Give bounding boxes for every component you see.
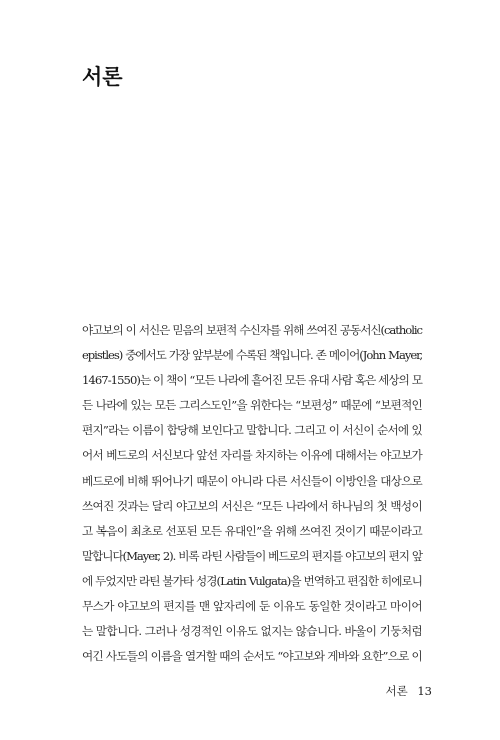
text-line: 든 나라에 있는 모든 그리스도인”을 위한다는 “보편성” 때문에 “보편적인 <box>82 398 422 413</box>
text-line: 여긴 사도들의 이름을 열거할 때의 순서도 “야고보와 게바와 요한”으로 이 <box>82 649 422 664</box>
text-line: 에 두었지만 라틴 불가타 성경(Latin Vulgata)을 번역하고 편집한 히에로니 <box>82 573 422 588</box>
page-number: 13 <box>417 684 432 698</box>
text-line: 베드로에 비해 뛰어나기 때문이 아니라 다른 서신들이 이방인을 대상으로 <box>82 473 422 488</box>
text-line: epistles) 중에서도 가장 앞부분에 수록된 책입니다. 존 메이어(John Mayer, <box>82 348 422 363</box>
text-line: 는 말합니다. 그러나 성경적인 이유도 없지는 않습니다. 바울이 기둥처럼 <box>82 624 423 639</box>
body-paragraph <box>82 318 422 669</box>
text-line: 1467-1550)는 이 책이 “모든 나라에 흩어진 모든 유대 사람 혹은 세상의 모 <box>82 373 422 388</box>
text-line: 쓰여진 것과는 달리 야고보의 서신은 “모든 나라에서 하나님의 첫 백성이 <box>82 498 422 513</box>
running-footer-section: 서론 <box>385 684 408 698</box>
text-line: 말합니다(Mayer, 2). 비록 라틴 사람들이 베드로의 편지를 야고보의 편지 앞 <box>82 548 422 563</box>
text-line: 무스가 야고보의 편지를 맨 앞자리에 둔 이유도 동일한 것이라고 마이어 <box>82 599 422 614</box>
text-line: 어서 베드로의 서신보다 앞선 자리를 차지하는 이유에 대해서는 야고보가 <box>82 448 422 463</box>
text-line: 편지”라는 이름이 합당해 보인다고 말합니다. 그리고 이 서신이 순서에 있 <box>82 423 422 438</box>
page-footer <box>385 683 432 699</box>
text-line: 고 복음이 최초로 선포된 모든 유대인”을 위해 쓰여진 것이기 때문이라고 <box>82 523 422 538</box>
chapter-heading: 서론 <box>82 65 123 89</box>
text-line: 야고보의 이 서신은 믿음의 보편적 수신자를 위해 쓰여진 공동서신(catholic <box>82 323 422 337</box>
